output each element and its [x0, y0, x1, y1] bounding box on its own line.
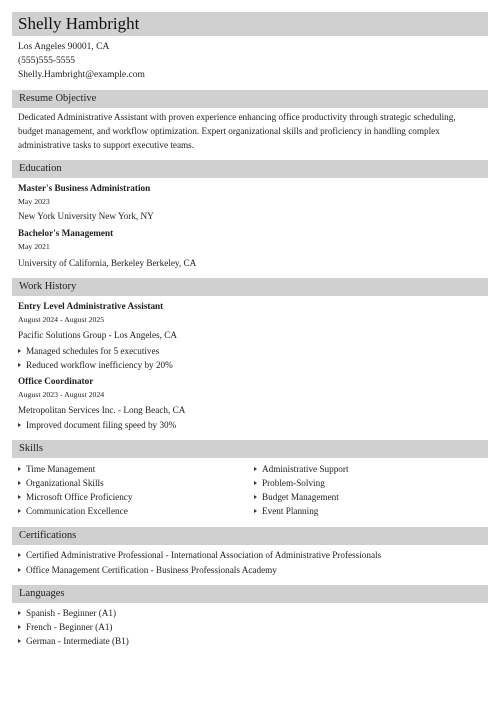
bullet-icon [254, 509, 257, 513]
job-company: Pacific Solutions Group - Los Angeles, CA [18, 330, 177, 340]
section-header-work-history [12, 278, 488, 296]
candidate-name: Shelly Hambright [18, 14, 140, 33]
bullet-icon [18, 423, 21, 427]
skill-text: Administrative Support [262, 464, 349, 474]
section-header-skills [12, 440, 488, 458]
section-title: Languages [19, 588, 65, 599]
section-title: Work History [19, 281, 77, 292]
contact-phone: (555)555-5555 [18, 56, 75, 66]
bullet-icon [254, 481, 257, 485]
job-company: Metropolitan Services Inc. - Long Beach, CA [18, 405, 186, 415]
section-title: Resume Objective [19, 93, 97, 104]
bullet-text: Improved document filing speed by 30% [26, 420, 177, 430]
bullet-text: Managed schedules for 5 executives [26, 346, 160, 356]
section-header-objective [12, 90, 488, 108]
section-header-languages [12, 585, 488, 603]
bullet-icon [18, 553, 21, 557]
section-title: Education [19, 163, 62, 174]
bullet-icon [18, 568, 21, 572]
degree-title: Master's Business Administration [18, 183, 151, 193]
job-title: Office Coordinator [18, 376, 94, 386]
skill-text: Communication Excellence [26, 506, 128, 516]
job-title: Entry Level Administrative Assistant [18, 301, 164, 311]
objective-line: Dedicated Administrative Assistant with proven experience enhancing office productivity through strategic scheduling, [18, 112, 456, 122]
skill-text: Organizational Skills [26, 478, 104, 488]
job-dates: August 2023 - August 2024 [18, 390, 105, 399]
language-text: French - Beginner (A1) [26, 622, 113, 632]
language-text: German - Intermediate (B1) [26, 636, 129, 646]
degree-date: May 2023 [18, 197, 50, 206]
school-name: University of California, Berkeley Berkeley, CA [18, 258, 197, 268]
language-text: Spanish - Beginner (A1) [26, 608, 117, 618]
objective-line: administrative tasks to support executive teams. [18, 140, 195, 150]
bullet-icon [254, 467, 257, 471]
section-header-education [12, 160, 488, 178]
degree-date: May 2021 [18, 242, 50, 251]
section-title: Certifications [19, 530, 77, 541]
name-header-bar [12, 12, 488, 36]
bullet-icon [18, 639, 21, 643]
skill-text: Budget Management [262, 492, 339, 502]
degree-title: Bachelor's Management [18, 228, 114, 238]
bullet-icon [18, 495, 21, 499]
bullet-icon [18, 611, 21, 615]
skill-text: Problem-Solving [262, 478, 325, 488]
bullet-icon [18, 363, 21, 367]
school-name: New York University New York, NY [18, 211, 154, 221]
section-title: Skills [19, 443, 43, 454]
bullet-icon [18, 509, 21, 513]
objective-line: budget management, and workflow optimization. Expert organizational skills and proficiency in handling complex [18, 126, 440, 136]
skill-text: Event Planning [262, 506, 319, 516]
bullet-icon [18, 467, 21, 471]
certification-text: Certified Administrative Professional - International Association of Administrative Professionals [26, 550, 382, 560]
bullet-icon [18, 625, 21, 629]
skill-text: Microsoft Office Proficiency [26, 492, 133, 502]
bullet-icon [18, 481, 21, 485]
bullet-icon [254, 495, 257, 499]
bullet-icon [18, 349, 21, 353]
job-dates: August 2024 - August 2025 [18, 315, 105, 324]
section-header-certifications [12, 527, 488, 545]
bullet-text: Reduced workflow inefficiency by 20% [26, 360, 173, 370]
certification-text: Office Management Certification - Business Professionals Academy [26, 565, 277, 575]
skill-text: Time Management [26, 464, 96, 474]
contact-address: Los Angeles 90001, CA [18, 42, 110, 52]
contact-email: Shelly.Hambright@example.com [18, 70, 145, 80]
